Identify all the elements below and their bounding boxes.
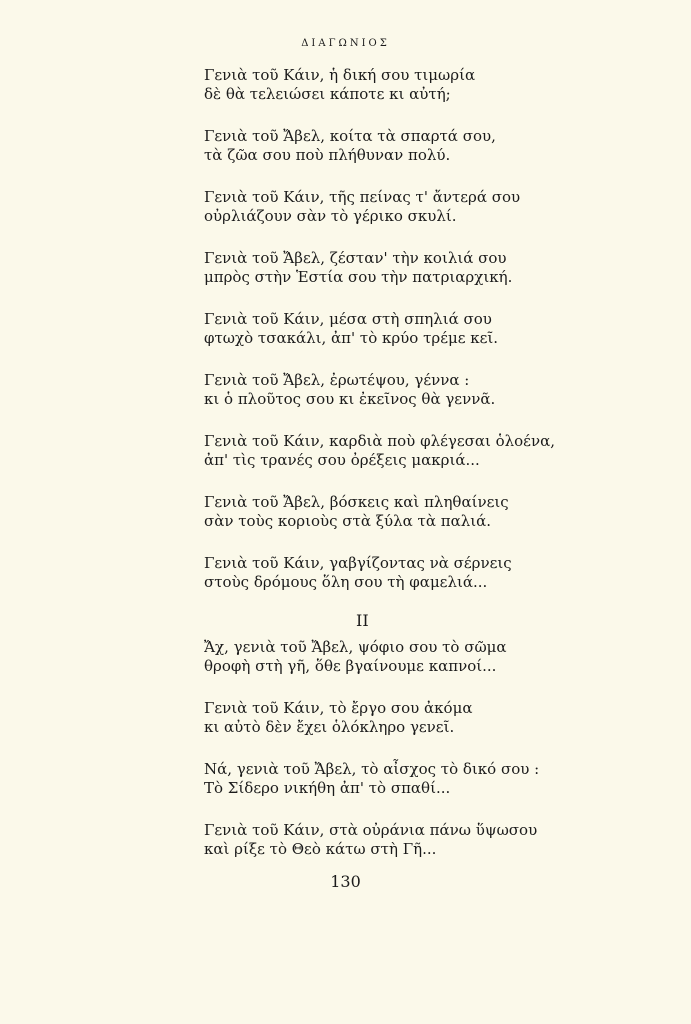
section-numeral: II bbox=[356, 611, 369, 630]
verse-line: οὐρλιάζουν σὰν τὸ γέρικο σκυλί. bbox=[204, 207, 457, 225]
verse-line: Γενιὰ τοῦ Κάιν, τὸ ἔργο σου ἀκόμα bbox=[204, 699, 473, 717]
verse-line: Ἄχ, γενιὰ τοῦ Ἄβελ, ψόφιο σου τὸ σῶμα bbox=[204, 638, 507, 656]
verse-line: κι ὁ πλοῦτος σου κι ἐκεῖνος θὰ γεννᾶ. bbox=[204, 390, 496, 408]
verse-line: στοὺς δρόμους ὅλη σου τὴ φαμελιά... bbox=[204, 573, 488, 591]
page-number: 130 bbox=[330, 872, 361, 891]
verse-line: κι αὐτὸ δὲν ἔχει ὁλόκληρο γενεῖ. bbox=[204, 718, 455, 736]
running-head: ΔΙΑΓΩΝΙΟΣ bbox=[301, 38, 390, 49]
verse-line: δὲ θὰ τελειώσει κάποτε κι αὐτή; bbox=[204, 85, 451, 103]
stanza bbox=[204, 249, 644, 287]
stanza bbox=[204, 432, 644, 470]
poem bbox=[204, 66, 644, 882]
verse-line: Γενιὰ τοῦ Κάιν, τῆς πείνας τ' ἄντερά σου bbox=[204, 188, 521, 206]
verse-line: Γενιὰ τοῦ Κάιν, μέσα στὴ σπηλιά σου bbox=[204, 310, 492, 328]
stanza bbox=[204, 188, 644, 226]
stanza bbox=[204, 127, 644, 165]
stanza bbox=[204, 821, 644, 859]
verse-line: ἀπ' τὶς τρανές σου ὀρέξεις μακριά... bbox=[204, 451, 480, 469]
verse-line: θροφὴ στὴ γῆ, ὅθε βγαίνουμε καπνοί... bbox=[204, 657, 497, 675]
verse-line: Γενιὰ τοῦ Ἄβελ, ζέσταν' τὴν κοιλιά σου bbox=[204, 249, 507, 267]
verse-line: τὰ ζῶα σου ποὺ πλήθυναν πολύ. bbox=[204, 146, 451, 164]
stanza bbox=[204, 638, 644, 676]
verse-line: Γενιὰ τοῦ Κάιν, στὰ οὐράνια πάνω ὕψωσου bbox=[204, 821, 538, 839]
verse-line: Γενιὰ τοῦ Κάιν, καρδιὰ ποὺ φλέγεσαι ὁλοένα, bbox=[204, 432, 555, 450]
verse-line: Γενιὰ τοῦ Κάιν, γαβγίζοντας νὰ σέρνεις bbox=[204, 554, 512, 572]
stanza bbox=[204, 310, 644, 348]
verse-line: Γενιὰ τοῦ Ἄβελ, βόσκεις καὶ πληθαίνεις bbox=[204, 493, 509, 511]
verse-line: Γενιὰ τοῦ Ἄβελ, κοίτα τὰ σπαρτά σου, bbox=[204, 127, 496, 145]
stanza bbox=[204, 554, 644, 592]
verse-line: Νά, γενιὰ τοῦ Ἄβελ, τὸ αἶσχος τὸ δικό σου : bbox=[204, 760, 540, 778]
verse-line: Γενιὰ τοῦ Ἄβελ, ἐρωτέψου, γέννα : bbox=[204, 371, 470, 389]
verse-line: Γενιὰ τοῦ Κάιν, ἡ δική σου τιμωρία bbox=[204, 66, 476, 84]
stanza bbox=[204, 760, 644, 798]
verse-line: καὶ ρίξε τὸ Θεὸ κάτω στὴ Γῆ... bbox=[204, 840, 437, 858]
verse-line: φτωχὸ τσακάλι, ἀπ' τὸ κρύο τρέμε κεῖ. bbox=[204, 329, 499, 347]
verse-line: σὰν τοὺς κοριοὺς στὰ ξύλα τὰ παλιά. bbox=[204, 512, 491, 530]
verse-line: Τὸ Σίδερο νικήθη ἀπ' τὸ σπαθί... bbox=[204, 779, 451, 797]
stanza bbox=[204, 493, 644, 531]
stanza bbox=[204, 66, 644, 104]
stanza bbox=[204, 699, 644, 737]
verse-line: μπρὸς στὴν Ἑστία σου τὴν πατριαρχική. bbox=[204, 268, 513, 286]
stanza bbox=[204, 371, 644, 409]
